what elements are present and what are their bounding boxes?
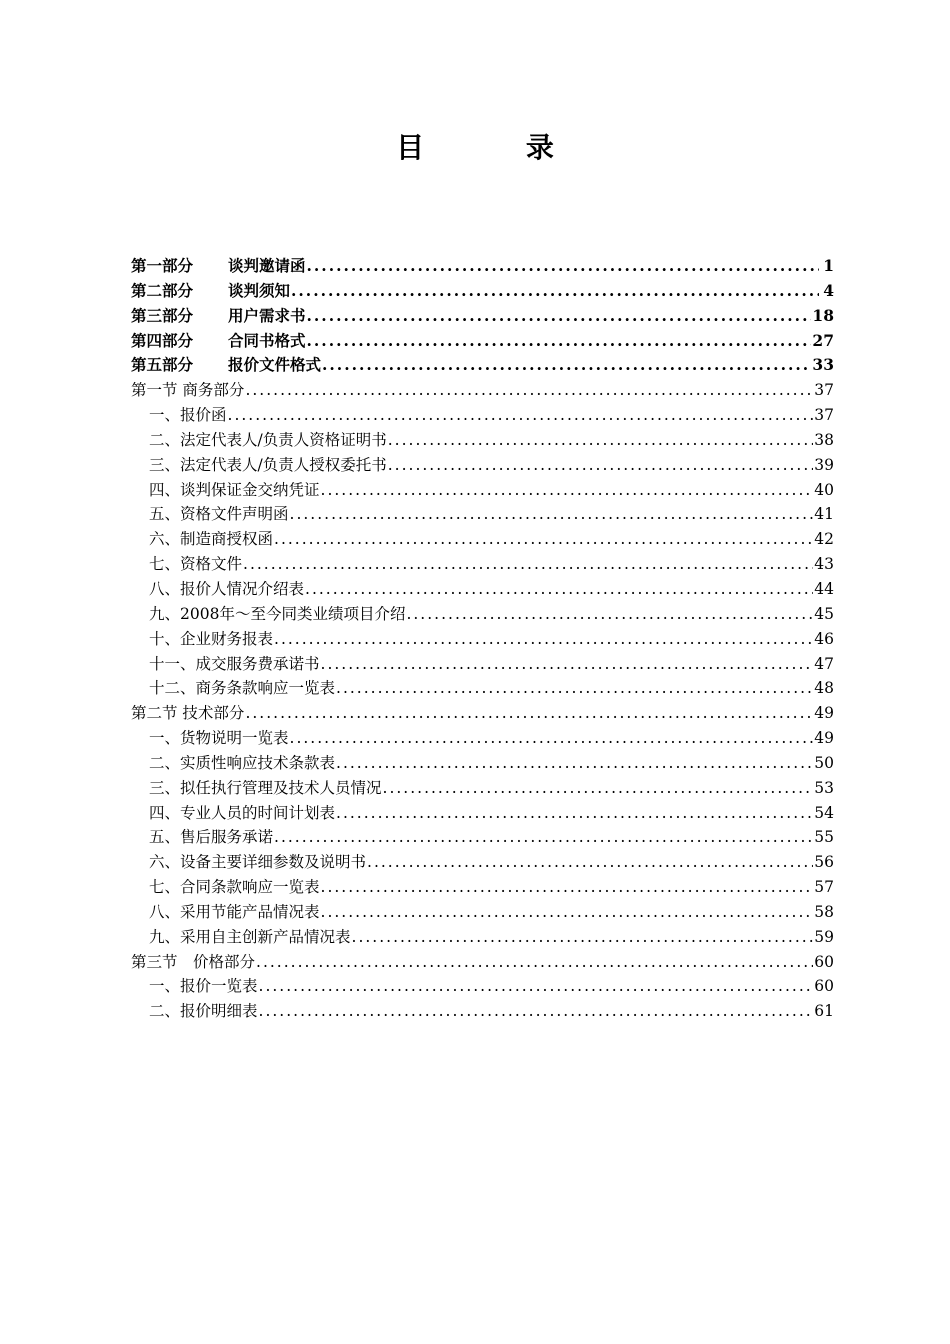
toc-dot-leader — [321, 878, 814, 896]
toc-entry-text: 九、2008年～至今同类业绩项目介绍 — [149, 604, 406, 623]
toc-dot-leader — [259, 1002, 814, 1020]
toc-dot-leader — [307, 331, 812, 350]
toc-entry-label — [131, 602, 405, 624]
toc-dot-leader — [388, 431, 814, 449]
toc-entry-text: 二、法定代表人/负责人资格证明书 — [149, 430, 387, 449]
toc-entry[interactable] — [131, 304, 834, 329]
toc-entry[interactable] — [131, 999, 834, 1024]
toc-dot-leader — [259, 977, 814, 995]
toc-entry[interactable] — [131, 478, 834, 503]
toc-page-number: 1 — [823, 256, 834, 275]
toc-entry[interactable] — [131, 850, 834, 875]
toc-entry[interactable] — [131, 875, 834, 900]
toc-entry-text: 二、报价明细表 — [149, 1002, 258, 1021]
toc-page-number: 41 — [814, 505, 834, 524]
toc-dot-leader — [367, 853, 813, 871]
toc-dot-leader — [290, 729, 814, 747]
toc-entry[interactable] — [131, 527, 834, 552]
toc-entry[interactable] — [131, 329, 834, 354]
toc-entry[interactable] — [131, 900, 834, 925]
toc-entry-label — [131, 999, 258, 1021]
toc-entry-text: 六、设备主要详细参数及说明书 — [149, 853, 367, 872]
toc-entry-label — [131, 478, 320, 500]
toc-entry-text: 九、采用自主创新产品情况表 — [149, 927, 351, 946]
toc-entry[interactable] — [131, 428, 834, 453]
toc-entry[interactable] — [131, 701, 834, 726]
toc-dot-leader — [245, 704, 813, 722]
toc-dot-leader — [321, 655, 814, 673]
toc-page-number: 58 — [814, 902, 834, 921]
toc-entry[interactable] — [131, 676, 834, 701]
table-of-contents — [131, 254, 834, 1024]
toc-entry-text: 二、实质性响应技术条款表 — [149, 753, 336, 772]
toc-entry[interactable] — [131, 378, 834, 403]
toc-entry-label — [131, 974, 258, 996]
toc-page-number: 18 — [812, 305, 834, 325]
toc-entry[interactable] — [131, 751, 834, 776]
toc-page-number: 56 — [814, 853, 834, 872]
toc-page-number: 57 — [814, 878, 834, 897]
toc-page-number: 38 — [814, 430, 834, 449]
toc-dot-leader — [245, 381, 813, 399]
toc-entry[interactable] — [131, 403, 834, 428]
toc-entry-text: 四、谈判保证金交纳凭证 — [149, 480, 320, 499]
toc-entry[interactable] — [131, 552, 834, 577]
toc-dot-leader — [406, 605, 813, 623]
toc-page-number: 45 — [814, 604, 834, 623]
toc-entry-text: 七、合同条款响应一览表 — [149, 878, 320, 897]
toc-entry-label — [131, 825, 273, 847]
toc-entry-label — [131, 801, 335, 823]
toc-entry[interactable] — [131, 353, 834, 378]
toc-entry-label — [131, 726, 289, 748]
toc-entry-text: 十、企业财务报表 — [149, 629, 274, 648]
toc-entry-text: 谈判须知 — [228, 280, 291, 300]
toc-dot-leader — [305, 580, 813, 598]
toc-entry-label — [131, 652, 320, 674]
toc-entry-text: 十二、商务条款响应一览表 — [149, 679, 336, 698]
toc-part-number: 第三部分 — [131, 305, 194, 325]
toc-entry-text: 六、制造商授权函 — [149, 530, 274, 549]
toc-dot-leader — [322, 355, 811, 374]
toc-entry[interactable] — [131, 974, 834, 999]
toc-dot-leader — [290, 505, 814, 523]
toc-part-number: 第二部分 — [131, 280, 194, 300]
toc-entry-label — [131, 353, 321, 375]
toc-dot-leader — [321, 481, 814, 499]
toc-entry-text: 谈判邀请函 — [228, 256, 306, 275]
toc-entry-label — [131, 701, 244, 723]
toc-page-number: 54 — [814, 803, 834, 822]
toc-entry-text: 第二节 技术部分 — [131, 704, 245, 723]
toc-entry-text: 四、专业人员的时间计划表 — [149, 803, 336, 822]
toc-dot-leader — [291, 281, 819, 300]
toc-page-number: 39 — [814, 455, 834, 474]
toc-dot-leader — [307, 306, 812, 325]
toc-entry-text: 用户需求书 — [228, 305, 306, 325]
toc-entry-label — [131, 627, 273, 649]
toc-page-number: 59 — [814, 927, 834, 946]
toc-entry-label — [131, 254, 306, 276]
toc-dot-leader — [274, 530, 813, 548]
toc-entry[interactable] — [131, 254, 834, 279]
toc-entry-text: 十一、成交服务费承诺书 — [149, 654, 320, 673]
toc-entry-text: 八、报价人情况介绍表 — [149, 579, 305, 598]
toc-entry-label — [131, 304, 306, 326]
toc-entry-text: 七、资格文件 — [149, 555, 243, 574]
toc-entry-label — [131, 502, 289, 524]
toc-dot-leader — [256, 953, 813, 971]
toc-page-number: 37 — [814, 381, 834, 400]
toc-page-number: 55 — [814, 828, 834, 847]
toc-entry-label — [131, 925, 351, 947]
toc-dot-leader — [336, 679, 813, 697]
toc-entry-text: 八、采用节能产品情况表 — [149, 902, 320, 921]
toc-entry-text: 三、拟任执行管理及技术人员情况 — [149, 778, 382, 797]
toc-page-number: 44 — [814, 579, 834, 598]
toc-page-number: 47 — [814, 654, 834, 673]
toc-page-number: 27 — [812, 330, 834, 350]
toc-entry-label — [131, 875, 320, 897]
toc-part-number: 第五部分 — [131, 355, 194, 375]
toc-page-number: 60 — [814, 952, 834, 971]
toc-entry[interactable] — [131, 502, 834, 527]
toc-entry-label — [131, 850, 366, 872]
toc-dot-leader — [352, 928, 814, 946]
toc-entry-text: 一、报价一览表 — [149, 977, 258, 996]
toc-entry-label — [131, 403, 227, 425]
page-title: 目 录 — [396, 131, 600, 164]
toc-entry[interactable] — [131, 776, 834, 801]
toc-dot-leader — [228, 406, 814, 424]
toc-entry[interactable] — [131, 453, 834, 478]
toc-page-number: 37 — [814, 406, 834, 425]
toc-entry-label — [131, 428, 387, 450]
toc-page-number: 43 — [814, 555, 834, 574]
toc-entry-text: 五、售后服务承诺 — [149, 828, 274, 847]
toc-dot-leader — [274, 630, 813, 648]
toc-entry[interactable] — [131, 627, 834, 652]
toc-entry[interactable] — [131, 652, 834, 677]
toc-entry-text: 第一节 商务部分 — [131, 381, 245, 400]
toc-entry-label — [131, 279, 290, 301]
toc-entry[interactable] — [131, 726, 834, 751]
toc-entry-text: 合同书格式 — [228, 330, 306, 350]
toc-dot-leader — [383, 779, 814, 797]
toc-page-number: 60 — [814, 977, 834, 996]
toc-dot-leader — [274, 828, 813, 846]
toc-entry-text: 报价文件格式 — [228, 355, 322, 375]
toc-entry-label — [131, 577, 304, 599]
toc-entry-label — [131, 329, 306, 351]
toc-part-number: 第四部分 — [131, 330, 194, 350]
toc-page-number: 46 — [814, 629, 834, 648]
toc-entry-label — [131, 900, 320, 922]
toc-dot-leader — [336, 754, 813, 772]
toc-entry[interactable] — [131, 602, 834, 627]
toc-entry[interactable] — [131, 801, 834, 826]
toc-dot-leader — [336, 804, 813, 822]
toc-entry-text: 五、资格文件声明函 — [149, 505, 289, 524]
toc-dot-leader — [388, 456, 814, 474]
toc-page-number: 50 — [814, 753, 834, 772]
toc-entry[interactable] — [131, 950, 834, 975]
toc-page-number: 42 — [814, 530, 834, 549]
toc-entry-label — [131, 676, 335, 698]
toc-entry[interactable] — [131, 925, 834, 950]
toc-page-number: 53 — [814, 778, 834, 797]
toc-page-number: 40 — [814, 480, 834, 499]
toc-page-number: 49 — [814, 704, 834, 723]
toc-dot-leader — [307, 256, 819, 275]
toc-entry-label — [131, 950, 255, 972]
toc-entry-text: 一、报价函 — [149, 406, 227, 425]
toc-entry-text: 一、货物说明一览表 — [149, 729, 289, 748]
toc-entry[interactable] — [131, 577, 834, 602]
toc-page-number: 48 — [814, 679, 834, 698]
toc-part-number: 第一部分 — [131, 256, 194, 275]
toc-page-number: 61 — [814, 1002, 834, 1021]
toc-entry[interactable] — [131, 825, 834, 850]
toc-entry-label — [131, 552, 242, 574]
toc-page-number: 4 — [823, 280, 834, 300]
toc-entry-label — [131, 453, 387, 475]
toc-entry-label — [131, 776, 382, 798]
toc-page-number: 33 — [812, 355, 834, 375]
toc-entry[interactable] — [131, 279, 834, 304]
toc-entry-label — [131, 751, 335, 773]
toc-entry-label — [131, 527, 273, 549]
toc-entry-label — [131, 378, 244, 400]
toc-entry-text: 第三节 价格部分 — [131, 952, 256, 971]
toc-entry-text: 三、法定代表人/负责人授权委托书 — [149, 455, 387, 474]
toc-dot-leader — [243, 555, 813, 573]
toc-page-number: 49 — [814, 729, 834, 748]
toc-dot-leader — [321, 903, 814, 921]
